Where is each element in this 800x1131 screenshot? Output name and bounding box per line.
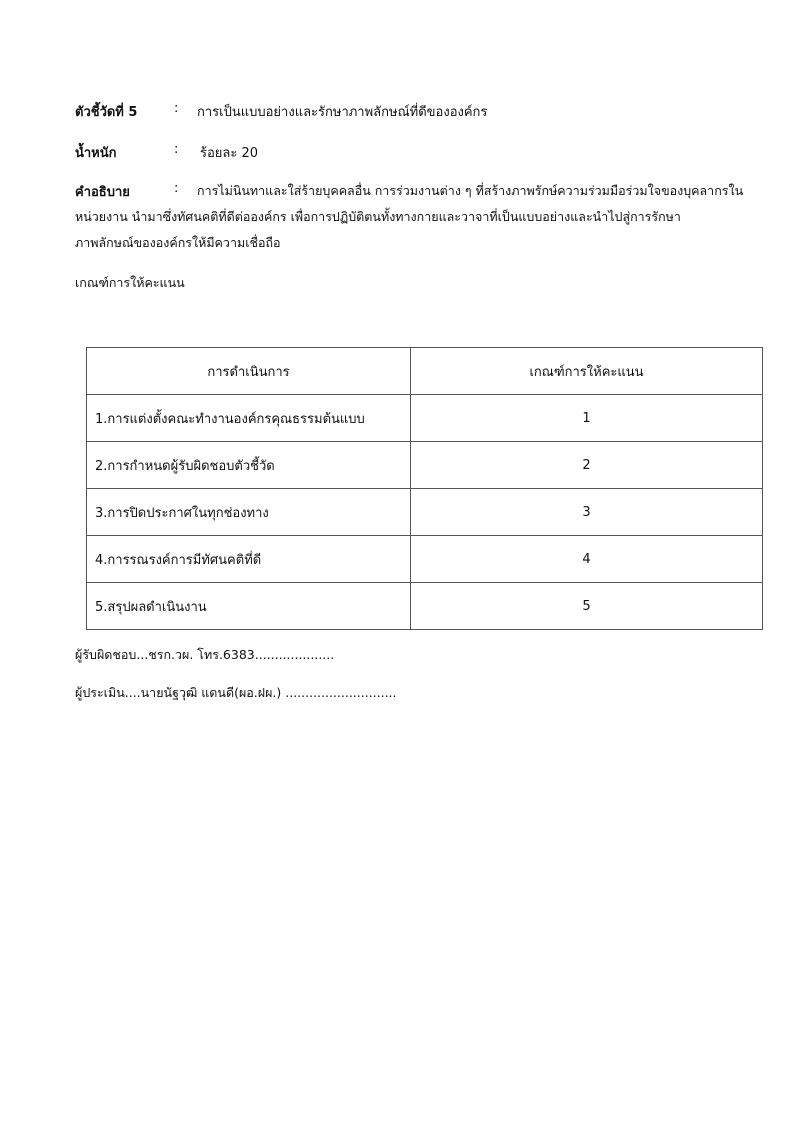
table-row (87, 583, 763, 630)
weight-value: ร้อยละ 20 (200, 146, 259, 161)
indicator-colon: : (174, 101, 179, 116)
description-line-2: หน่วยงาน นำมาซึ่งทัศนคติที่ดีต่อองค์กร เพื่อการปฏิบัติตนทั้งทางกายและวาจาที่เป็นแบบอย่างและนำไปสู่การรักษา (75, 209, 681, 224)
row-step: 3.การปิดประกาศในทุกช่องทาง (87, 489, 411, 536)
table-row (87, 395, 763, 442)
row-step: 2.การกำหนดผู้รับผิดชอบตัวชี้วัด (87, 442, 411, 489)
row-step: 4.การรณรงค์การมีทัศนคติที่ดี (87, 536, 411, 583)
table-header-row (87, 348, 763, 395)
row-score: 1 (411, 395, 763, 442)
table-row (87, 489, 763, 536)
row-score: 3 (411, 489, 763, 536)
row-step: 1.การแต่งตั้งคณะทำงานองค์กรคุณธรรมต้นแบบ (87, 395, 411, 442)
weight-label: น้ำหนัก (75, 146, 117, 161)
indicator-value: การเป็นแบบอย่างและรักษาภาพลักษณ์ที่ดีขององค์กร (197, 105, 488, 120)
description-label: คำอธิบาย (75, 185, 130, 200)
header-action: การดำเนินการ (87, 348, 411, 395)
table-row (87, 442, 763, 489)
description-colon: : (174, 181, 179, 196)
description-line-1: การไม่นินทาและใส่ร้ายบุคคลอื่น การร่วมงานต่าง ๆ ที่สร้างภาพรักษ์ความร่วมมือร่วมใจของบุคลากรใน (197, 183, 744, 198)
table-row (87, 536, 763, 583)
responsible-line: ผู้รับผิดชอบ...ชรก.วผ. โทร.6383.................... (75, 647, 335, 662)
row-score: 4 (411, 536, 763, 583)
criteria-table (86, 347, 763, 630)
row-score: 5 (411, 583, 763, 630)
header-score: เกณฑ์การให้คะแนน (411, 348, 763, 395)
indicator-label: ตัวชี้วัดที่ 5 (75, 105, 138, 120)
description-line-3: ภาพลักษณ์ขององค์กรให้มีความเชื่อถือ (75, 235, 281, 250)
row-score: 2 (411, 442, 763, 489)
weight-colon: : (174, 142, 179, 157)
criteria-heading: เกณฑ์การให้คะแนน (75, 275, 185, 290)
evaluator-line: ผู้ประเมิน....นายนัฐวุฒิ แดนดี(ผอ.ฝผ.) ............................ (75, 685, 397, 700)
row-step: 5.สรุปผลดำเนินงาน (87, 583, 411, 630)
